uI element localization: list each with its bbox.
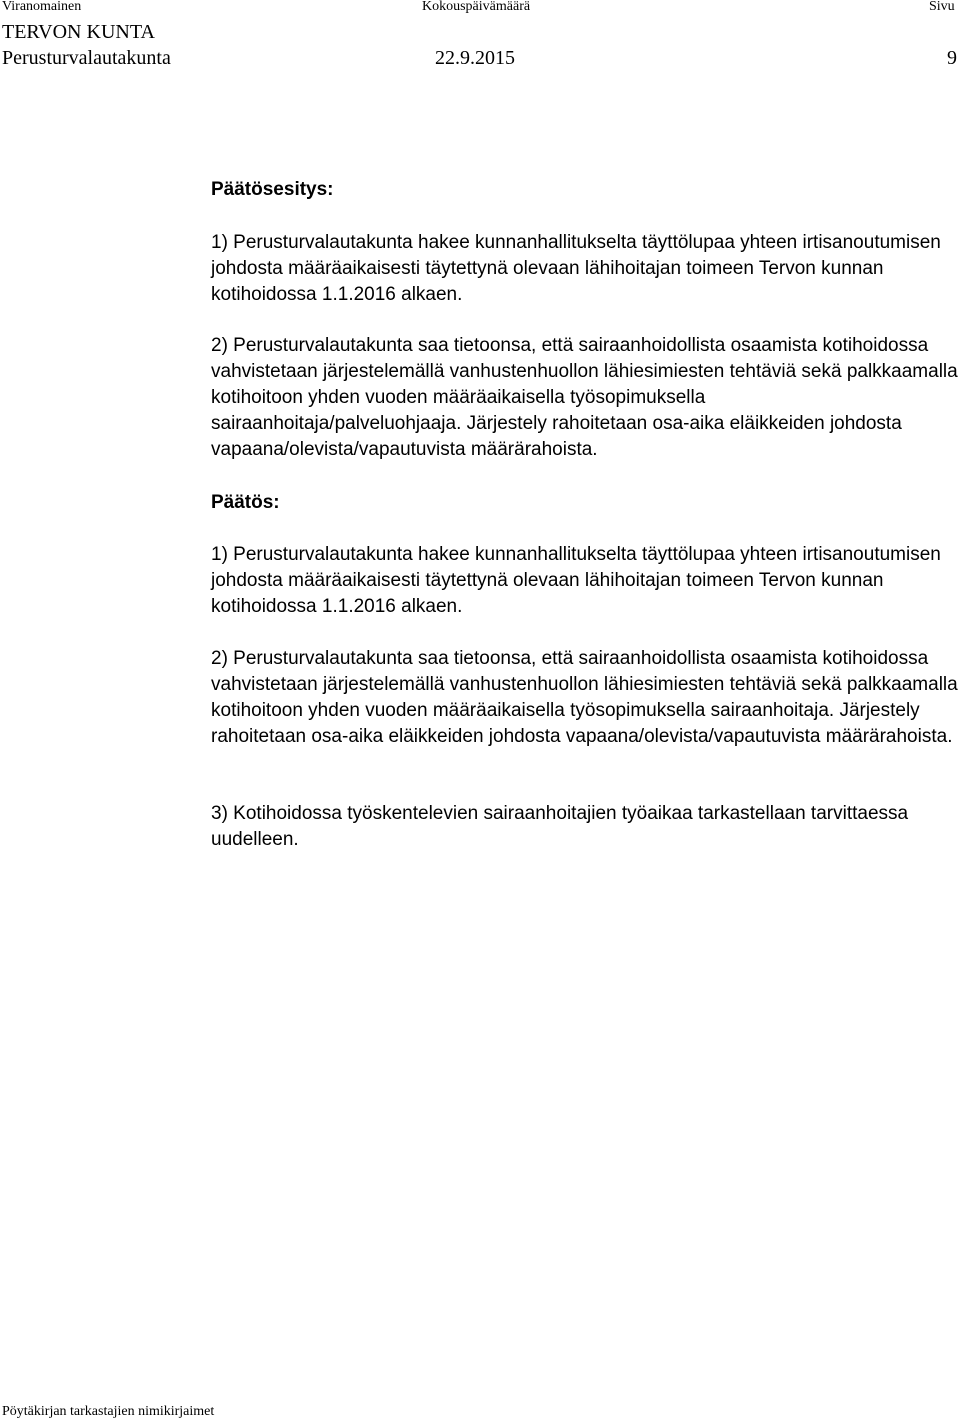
meeting-date: 22.9.2015: [435, 47, 515, 69]
decision-item-1-text: 1) Perusturvalautakunta hakee kunnanhallitukselta täyttölupaa yhteen irtisanoutumisen johdosta määräaikaisesti täytettynä olevaan lähihoitajan toimeen Tervon kunnan kotihoidossa 1.1.2016 alkaen.: [211, 544, 941, 617]
header-label-page: Sivu: [929, 0, 955, 14]
decision-item-1: [211, 542, 960, 620]
header-label-authority: Viranomainen: [2, 0, 82, 14]
decision-item-3: [211, 801, 960, 853]
committee-name: Perusturvalautakunta: [2, 47, 171, 69]
decision-heading: Päätös:: [211, 492, 280, 513]
decision-item-2-text: 2) Perusturvalautakunta saa tietoonsa, että sairaanhoidollista osaamista kotihoidossa vahvistetaan järjestelemällä vanhustenhuollon lähiesimiesten tehtäviä sekä palkkaamalla kotihoitoon yhden vuoden määräaikaisella työsopimuksella sairaanhoitaja. Järjestely rahoitetaan osa-aika eläikkeiden johdosta vapaana/olevista/vapautuvista määrärahoista.: [211, 648, 958, 747]
footer-initials-label: Pöytäkirjan tarkastajien nimikirjaimet: [2, 1404, 215, 1419]
header-label-meeting-date: Kokouspäivämäärä: [422, 0, 531, 14]
proposal-item-1: [211, 230, 960, 308]
proposal-item-1-text: 1) Perusturvalautakunta hakee kunnanhallitukselta täyttölupaa yhteen irtisanoutumisen johdosta määräaikaisesti täytettynä olevaan lähihoitajan toimeen Tervon kunnan kotihoidossa 1.1.2016 alkaen.: [211, 232, 941, 305]
decision-item-2: [211, 646, 960, 750]
proposal-heading: Päätösesitys:: [211, 179, 334, 200]
page-number: 9: [947, 47, 957, 69]
proposal-item-2-text: 2) Perusturvalautakunta saa tietoonsa, että sairaanhoidollista osaamista kotihoidossa vahvistetaan järjestelemällä vanhustenhuollon lähiesimiesten tehtäviä sekä palkkaamalla kotihoitoon yhden vuoden määräaikaisella työsopimuksella sairaanhoitaja/palveluohjaaja. Järjestely rahoitetaan osa-aika eläikkeiden johdosta vapaana/olevista/vapautuvista määrärahoista.: [211, 335, 958, 460]
decision-item-3-text: 3) Kotihoidossa työskentelevien sairaanhoitajien työaikaa tarkastellaan tarvittaessa uudelleen.: [211, 803, 909, 850]
proposal-item-2: [211, 333, 960, 463]
organization-name: TERVON KUNTA: [2, 21, 155, 43]
